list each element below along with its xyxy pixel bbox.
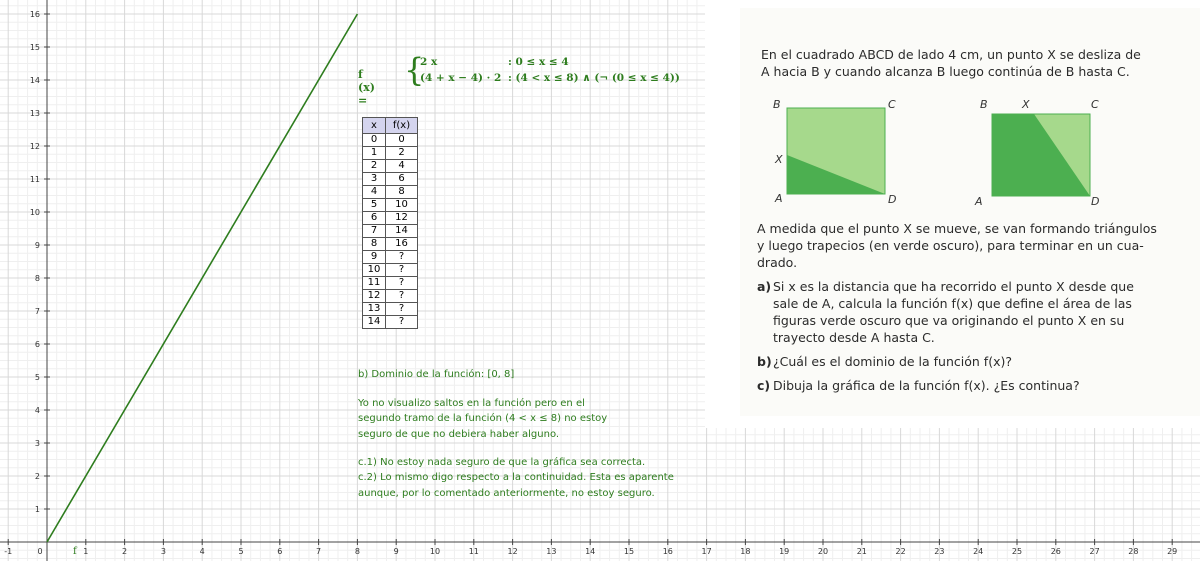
y-tick-label: 16 — [29, 10, 40, 19]
y-tick-label: 15 — [29, 43, 40, 52]
formula-case1-expression: 2 x — [420, 56, 438, 68]
table-row — [363, 264, 418, 277]
formula-case2-condition: : (4 < x ≤ 8) ∧ (¬ (0 ≤ x ≤ 4)) — [508, 72, 680, 84]
question-a-line1: Si x es la distancia que ha recorrido el punto X desde que — [773, 279, 1134, 294]
table-cell-x: 9 — [363, 251, 386, 264]
y-tick-label: 8 — [34, 274, 40, 283]
x-tick-label: 13 — [546, 547, 557, 556]
formula-brace: { — [404, 51, 425, 89]
y-tick-label: 4 — [34, 406, 40, 415]
x-tick-label: 14 — [585, 547, 596, 556]
problem-image[interactable] — [705, 0, 1200, 428]
x-tick-label: 6 — [277, 547, 283, 556]
x-tick-label: 28 — [1128, 547, 1139, 556]
x-tick-label: 29 — [1167, 547, 1178, 556]
fig1-label-c: C — [888, 98, 896, 111]
question-c-text: Dibuja la gráfica de la función f(x). ¿Es continua? — [773, 378, 1080, 393]
question-a-line3: figuras verde oscuro que va originando el punto X en su — [773, 313, 1125, 328]
x-tick-label: 27 — [1089, 547, 1100, 556]
fig2-label-d: D — [1091, 195, 1100, 208]
y-tick-label: 11 — [29, 175, 40, 184]
table-cell-x: 4 — [363, 186, 386, 199]
table-cell-x: 8 — [363, 238, 386, 251]
y-tick-label: 3 — [34, 439, 40, 448]
table-cell-fx: ? — [386, 316, 418, 329]
table-cell-fx: 12 — [386, 212, 418, 225]
table-row — [363, 225, 418, 238]
table-cell-x: 11 — [363, 277, 386, 290]
x-tick-label: 21 — [856, 547, 867, 556]
table-cell-fx: 10 — [386, 199, 418, 212]
x-tick-label: 23 — [934, 547, 945, 556]
x-tick-label: 16 — [662, 547, 673, 556]
question-b-text: ¿Cuál es el dominio de la función f(x)? — [773, 354, 1012, 369]
formula-case1-condition: : 0 ≤ x ≤ 4 — [508, 56, 569, 68]
c2-note-line1: c.2) Lo mismo digo respecto a la continuidad. Esta es aparente — [358, 472, 674, 483]
y-tick-label: 10 — [29, 208, 40, 217]
x-tick-label: 26 — [1050, 547, 1061, 556]
y-tick-label: 13 — [29, 109, 40, 118]
domain-note: b) Dominio de la función: [0, 8] — [358, 369, 515, 380]
formula-case2-expression: (4 + x − 4) · 2 — [420, 72, 502, 84]
table-header-x: x — [363, 118, 386, 134]
table-cell-fx: 4 — [386, 160, 418, 173]
table-cell-fx: 14 — [386, 225, 418, 238]
question-c-label: c) — [757, 378, 771, 393]
y-tick-label: 7 — [34, 307, 40, 316]
jumps-note-line2: segundo tramo de la función (4 < x ≤ 8) no estoy — [358, 413, 608, 424]
fig2-label-a: A — [975, 195, 983, 208]
x-tick-label: 0 — [37, 547, 43, 556]
table-cell-x: 12 — [363, 290, 386, 303]
x-tick-label: 4 — [199, 547, 205, 556]
table-cell-x: 2 — [363, 160, 386, 173]
problem-intro-line2: A hacia B y cuando alcanza B luego continúa de B hasta C. — [761, 64, 1130, 79]
value-table — [362, 117, 418, 329]
fig1-label-b: B — [773, 98, 781, 111]
figure-square-trapezoid — [970, 92, 1130, 207]
x-tick-label: 10 — [429, 547, 441, 556]
y-tick-label: 5 — [34, 373, 40, 382]
y-tick-label: 9 — [34, 241, 40, 250]
problem-paragraph-line1: A medida que el punto X se mueve, se van formando triángulos — [757, 221, 1157, 236]
x-tick-label: 24 — [973, 547, 984, 556]
table-cell-fx: 2 — [386, 147, 418, 160]
table-cell-fx: ? — [386, 251, 418, 264]
table-cell-x: 0 — [363, 134, 386, 147]
table-row — [363, 316, 418, 329]
table-cell-x: 6 — [363, 212, 386, 225]
question-a-label: a) — [757, 279, 772, 294]
table-cell-fx: ? — [386, 290, 418, 303]
x-tick-label: 9 — [393, 547, 399, 556]
function-label[interactable]: f — [73, 546, 77, 557]
y-tick-label: 14 — [29, 76, 40, 85]
y-tick-label: 6 — [34, 340, 40, 349]
c2-note-line2: aunque, por lo comentado anteriormente, no estoy seguro. — [358, 488, 655, 499]
table-cell-fx: 8 — [386, 186, 418, 199]
table-cell-fx: ? — [386, 264, 418, 277]
x-tick-label: 20 — [817, 547, 829, 556]
table-row — [363, 238, 418, 251]
table-cell-fx: 0 — [386, 134, 418, 147]
table-cell-fx: 16 — [386, 238, 418, 251]
table-cell-fx: 6 — [386, 173, 418, 186]
c1-note: c.1) No estoy nada seguro de que la gráfica sea correcta. — [358, 457, 646, 468]
x-tick-label: 3 — [160, 547, 166, 556]
y-tick-label: 1 — [34, 505, 40, 514]
table-header-fx: f(x) — [386, 118, 418, 134]
problem-paragraph-line2: y luego trapecios (en verde oscuro), para terminar en un cua- — [757, 238, 1144, 253]
x-tick-label: 25 — [1011, 547, 1023, 556]
table-row — [363, 160, 418, 173]
y-tick-label: 2 — [34, 472, 40, 481]
x-tick-label: 22 — [895, 547, 906, 556]
x-tick-label: 1 — [83, 547, 89, 556]
x-tick-label: 11 — [468, 547, 479, 556]
fig2-label-b: B — [980, 98, 988, 111]
table-row — [363, 277, 418, 290]
table-row — [363, 147, 418, 160]
x-tick-label: -1 — [4, 547, 13, 556]
problem-intro-line1: En el cuadrado ABCD de lado 4 cm, un punto X se desliza de — [761, 47, 1141, 62]
problem-paragraph-line3: drado. — [757, 255, 798, 270]
table-cell-x: 7 — [363, 225, 386, 238]
x-tick-label: 7 — [316, 547, 322, 556]
table-cell-fx: ? — [386, 303, 418, 316]
table-cell-x: 10 — [363, 264, 386, 277]
x-tick-label: 17 — [701, 547, 712, 556]
table-cell-x: 3 — [363, 173, 386, 186]
x-tick-label: 12 — [507, 547, 518, 556]
question-a-line4: trayecto desde A hasta C. — [773, 330, 935, 345]
table-row — [363, 173, 418, 186]
fig2-label-x: X — [1022, 98, 1030, 111]
x-tick-label: 8 — [354, 547, 360, 556]
question-b-label: b) — [757, 354, 772, 369]
table-row — [363, 199, 418, 212]
x-tick-label: 15 — [623, 547, 635, 556]
table-row — [363, 290, 418, 303]
table-row — [363, 134, 418, 147]
x-tick-label: 2 — [122, 547, 128, 556]
formula-lhs: f (x) = — [358, 68, 375, 107]
table-row — [363, 186, 418, 199]
table-cell-x: 5 — [363, 199, 386, 212]
table-row — [363, 251, 418, 264]
jumps-note-line1: Yo no visualizo saltos en la función pero en el — [358, 398, 585, 409]
fig2-label-c: C — [1091, 98, 1099, 111]
jumps-note-line3: seguro de que no debiera haber alguno. — [358, 429, 560, 440]
figure-square-triangle — [765, 92, 925, 207]
table-cell-x: 14 — [363, 316, 386, 329]
x-tick-label: 5 — [238, 547, 244, 556]
fig1-label-d: D — [888, 193, 897, 206]
table-row — [363, 212, 418, 225]
table-row — [363, 303, 418, 316]
question-a-line2: sale de A, calcula la función f(x) que define el área de las — [773, 296, 1132, 311]
table-cell-x: 13 — [363, 303, 386, 316]
fig1-label-a: A — [775, 192, 783, 205]
x-tick-label: 18 — [740, 547, 751, 556]
fig1-label-x: X — [775, 153, 783, 166]
table-cell-fx: ? — [386, 277, 418, 290]
y-tick-label: 12 — [29, 142, 40, 151]
x-tick-label: 19 — [779, 547, 790, 556]
table-cell-x: 1 — [363, 147, 386, 160]
